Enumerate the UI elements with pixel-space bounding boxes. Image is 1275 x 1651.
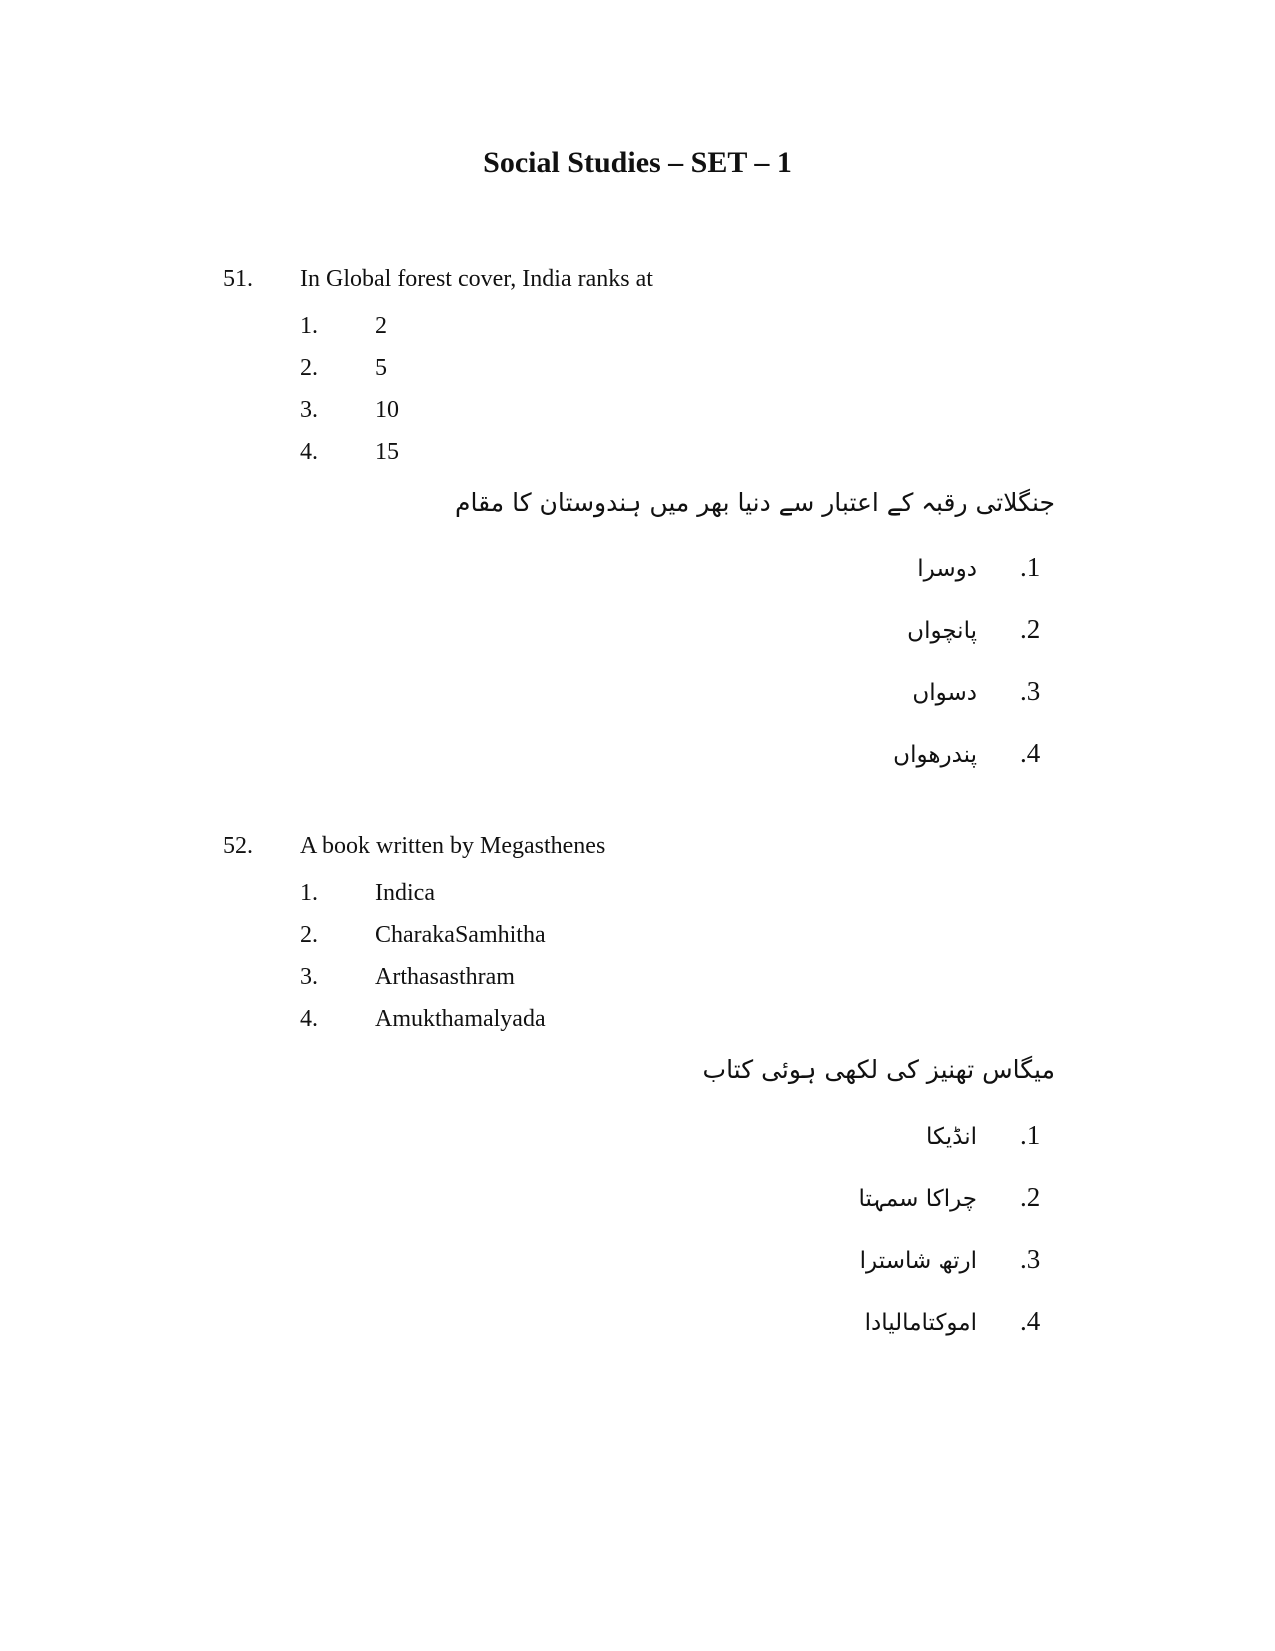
option-text: 2 [375, 313, 387, 339]
option-text: Amukthamalyada [375, 1006, 546, 1032]
option-text: 5 [375, 355, 387, 381]
page-title: Social Studies – SET – 1 [483, 146, 792, 179]
urdu-option-text: انڈیکا [926, 1124, 977, 1150]
option-number: 1. [300, 313, 318, 339]
option-text: 15 [375, 439, 399, 465]
question-text: In Global forest cover, India ranks at [300, 266, 653, 292]
urdu-option-text: پندرھواں [893, 742, 977, 768]
option-text: CharakaSamhitha [375, 922, 546, 948]
urdu-option-number: .4 [1020, 738, 1041, 768]
question-text: A book written by Megasthenes [300, 833, 606, 859]
urdu-option-number: .3 [1020, 1244, 1041, 1274]
urdu-option-text: دوسرا [917, 556, 977, 582]
urdu-option-text: چراکا سمہتا [858, 1186, 977, 1212]
urdu-option-number: .3 [1020, 676, 1041, 706]
option-number: 2. [300, 922, 318, 948]
urdu-question-text: میگاس تھنیز کی لکھی ہوئی کتاب [702, 1055, 1055, 1084]
option-number: 1. [300, 880, 318, 906]
option-number: 4. [300, 439, 318, 465]
urdu-option-text: اموکتامالیادا [864, 1310, 977, 1336]
option-number: 3. [300, 397, 318, 423]
urdu-option-text: دسواں [912, 680, 977, 706]
question-number: 52. [223, 833, 253, 859]
urdu-question-text: جنگلاتی رقبہ کے اعتبار سے دنیا بھر میں ہندوستان کا مقام [455, 488, 1055, 517]
urdu-option-number: .2 [1020, 614, 1041, 644]
option-text: 10 [375, 397, 399, 423]
option-text: Indica [375, 880, 435, 906]
urdu-option-text: پانچواں [907, 618, 977, 644]
option-text: Arthasasthram [375, 964, 515, 990]
urdu-option-number: .1 [1020, 1120, 1041, 1150]
urdu-option-text: ارتھ شاسترا [859, 1248, 977, 1274]
urdu-option-number: .2 [1020, 1182, 1041, 1212]
option-number: 2. [300, 355, 318, 381]
urdu-option-number: .4 [1020, 1306, 1041, 1336]
question-number: 51. [223, 266, 253, 292]
urdu-option-number: .1 [1020, 552, 1041, 582]
option-number: 4. [300, 1006, 318, 1032]
option-number: 3. [300, 964, 318, 990]
